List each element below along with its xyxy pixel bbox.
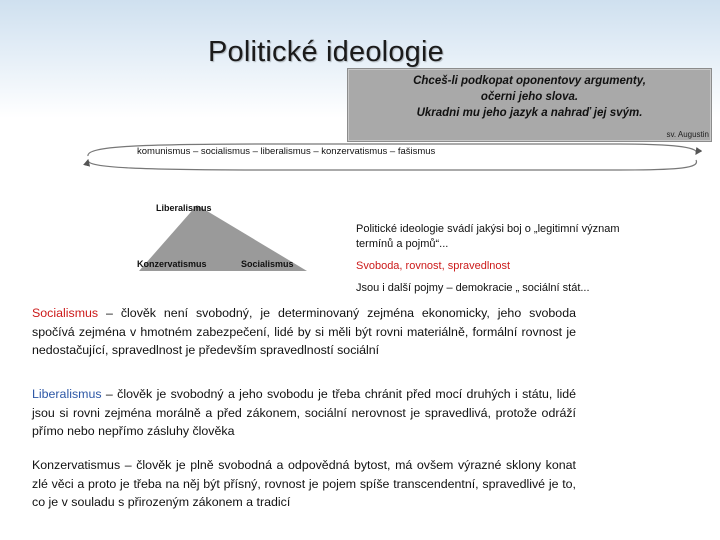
liberalism-paragraph — [32, 385, 576, 441]
socialism-paragraph — [32, 304, 576, 360]
conservatism-paragraph: Konzervatismus – člověk je plně svobodná a odpovědná bytost, má ovšem výrazné sklony konat zlé věci a proto je třeba na něj být přísný, rovnost je pojem spíše transcendentní, spravedlivé je to, co je v souladu s přirozeným zákonem a tradicí — [32, 458, 576, 509]
triangle-label-left: Konzervatismus — [137, 259, 207, 269]
side-note-line: termínů a pojmů“... — [356, 238, 449, 250]
triangle-label-top: Liberalismus — [156, 203, 212, 213]
socialism-term: Socialismus — [32, 306, 99, 320]
ideology-cycle-label: komunismus – socialismus – liberalismus – konzervatismus – fašismus — [137, 146, 436, 157]
quote-line: očerni jeho slova. — [480, 91, 579, 103]
slide-title: Politické ideologie — [208, 36, 444, 68]
triangle-label-right: Socialismus — [241, 259, 294, 269]
side-note-line: Politické ideologie svádí jakýsi boj o „legitimní význam — [356, 223, 620, 235]
liberalism-definition: – člověk je svobodný a jeho svobodu je třeba chránit před mocí druhých i státu, lidé jsou si rovni zejména morálně a před zákonem, sociální nerovnost je spravedlivá, protože odráží přímo nebo nepřímo zásluhy člověka — [32, 387, 576, 438]
liberalism-term: Liberalismus — [32, 387, 102, 401]
side-note-keywords: Svoboda, rovnost, spravedlnost — [356, 260, 511, 272]
quote-text — [348, 73, 711, 121]
quote-author: sv. Augustin — [666, 130, 709, 139]
side-note-line: Jsou i další pojmy – demokracie „ sociální stát... — [356, 282, 590, 294]
quote-line: Ukradni mu jeho jazyk a nahraď jej svým. — [416, 107, 643, 119]
quote-box — [347, 68, 712, 142]
socialism-definition: – člověk není svobodný, je determinovaný zejména ekonomicky, jeho svoboda spočívá zejména v hmotném zabezpečení, lidé by si měli být rovni materiálně, formální rovnost je nedostačující, spravedlnost je především spravedlností sociální — [32, 306, 576, 357]
quote-line: Chceš-li podkopat oponentovy argumenty, — [413, 75, 646, 87]
